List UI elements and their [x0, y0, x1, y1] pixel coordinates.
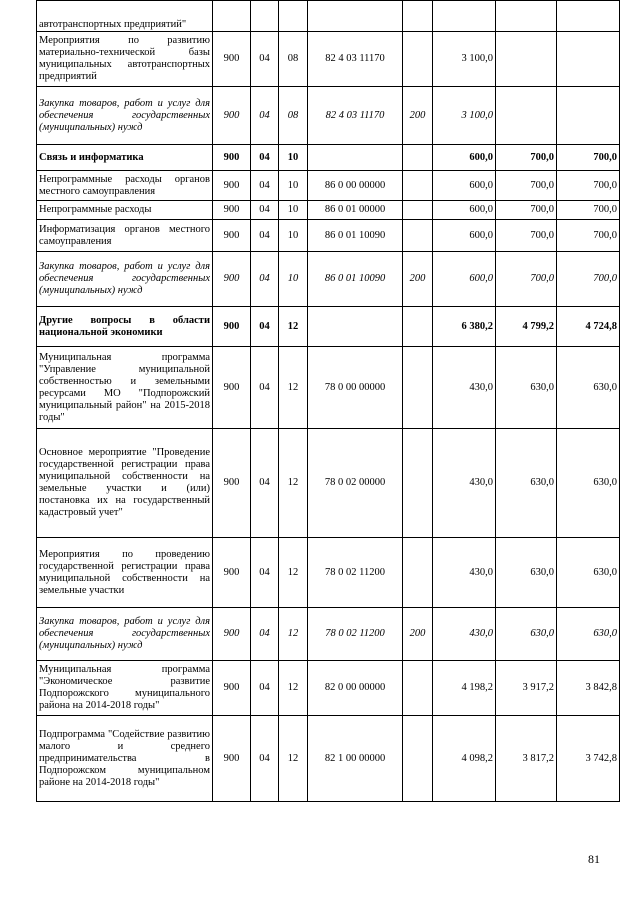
cell-vr	[403, 347, 433, 429]
cell-rz: 04	[251, 608, 279, 661]
cell-sum-3: 700,0	[557, 145, 620, 171]
cell-vr	[403, 145, 433, 171]
cell-sum-1: 4 198,2	[433, 661, 496, 716]
table-row	[37, 32, 620, 87]
cell-sum-2: 630,0	[496, 608, 557, 661]
cell-sum-3: 4 724,8	[557, 307, 620, 347]
cell-pr: 12	[279, 716, 308, 802]
cell-sum-3: 3 742,8	[557, 716, 620, 802]
cell-pr: 12	[279, 307, 308, 347]
cell-ved: 900	[213, 87, 251, 145]
budget-table-body	[37, 1, 620, 802]
cell-rz: 04	[251, 661, 279, 716]
cell-sum-2: 700,0	[496, 252, 557, 307]
cell-pr: 08	[279, 87, 308, 145]
cell-vr: 200	[403, 87, 433, 145]
cell-vr	[403, 429, 433, 538]
cell-csr: 82 4 03 11170	[308, 87, 403, 145]
cell-name: Другие вопросы в области национальной экономики	[37, 307, 213, 347]
cell-csr: 86 0 00 00000	[308, 171, 403, 201]
cell-rz: 04	[251, 307, 279, 347]
cell-sum-3: 3 842,8	[557, 661, 620, 716]
cell-sum-2: 4 799,2	[496, 307, 557, 347]
cell-sum-3: 700,0	[557, 252, 620, 307]
cell-csr: 82 1 00 00000	[308, 716, 403, 802]
cell-name: Основное мероприятие "Проведение государственной регистрации права муниципальной собственности на земельные участки и (или) постановка их на государственный кадастровый учет"	[37, 429, 213, 538]
cell-sum-1: 3 100,0	[433, 32, 496, 87]
cell-pr	[279, 1, 308, 32]
cell-pr: 10	[279, 201, 308, 220]
cell-rz: 04	[251, 32, 279, 87]
table-row	[37, 87, 620, 145]
cell-vr	[403, 171, 433, 201]
cell-ved: 900	[213, 307, 251, 347]
cell-rz: 04	[251, 201, 279, 220]
cell-vr	[403, 201, 433, 220]
table-row	[37, 201, 620, 220]
page-number: 81	[588, 852, 600, 866]
cell-sum-2: 3 817,2	[496, 716, 557, 802]
cell-sum-2: 700,0	[496, 220, 557, 252]
cell-sum-1	[433, 1, 496, 32]
cell-csr: 86 0 01 00000	[308, 201, 403, 220]
table-row	[37, 171, 620, 201]
cell-sum-1: 600,0	[433, 171, 496, 201]
cell-sum-1: 600,0	[433, 201, 496, 220]
cell-rz: 04	[251, 347, 279, 429]
cell-sum-1: 430,0	[433, 538, 496, 608]
cell-ved	[213, 1, 251, 32]
cell-ved: 900	[213, 347, 251, 429]
cell-sum-3: 700,0	[557, 201, 620, 220]
cell-name: Закупка товаров, работ и услуг для обеспечения государственных (муниципальных) нужд	[37, 252, 213, 307]
cell-sum-2	[496, 87, 557, 145]
cell-pr: 12	[279, 661, 308, 716]
cell-sum-1: 600,0	[433, 145, 496, 171]
cell-vr	[403, 32, 433, 87]
budget-table	[36, 0, 620, 802]
cell-rz: 04	[251, 429, 279, 538]
cell-sum-3	[557, 87, 620, 145]
cell-pr: 10	[279, 171, 308, 201]
cell-sum-2: 700,0	[496, 201, 557, 220]
cell-csr: 78 0 02 11200	[308, 608, 403, 661]
cell-sum-1: 430,0	[433, 608, 496, 661]
cell-ved: 900	[213, 252, 251, 307]
cell-sum-3	[557, 32, 620, 87]
cell-csr	[308, 145, 403, 171]
cell-name: Информатизация органов местного самоуправления	[37, 220, 213, 252]
cell-name: Непрограммные расходы органов местного самоуправления	[37, 171, 213, 201]
cell-name: автотранспортных предприятий"	[37, 1, 213, 32]
cell-sum-1: 600,0	[433, 220, 496, 252]
cell-vr	[403, 661, 433, 716]
cell-csr: 78 0 00 00000	[308, 347, 403, 429]
cell-sum-3: 700,0	[557, 220, 620, 252]
cell-sum-1: 3 100,0	[433, 87, 496, 145]
cell-rz: 04	[251, 538, 279, 608]
cell-ved: 900	[213, 145, 251, 171]
table-row	[37, 220, 620, 252]
cell-pr: 12	[279, 429, 308, 538]
cell-pr: 10	[279, 145, 308, 171]
cell-csr: 82 0 00 00000	[308, 661, 403, 716]
cell-rz: 04	[251, 716, 279, 802]
cell-name: Мероприятия по развитию материально-технической базы муниципальных автотранспортных предприятий	[37, 32, 213, 87]
table-row	[37, 252, 620, 307]
cell-sum-2: 630,0	[496, 538, 557, 608]
cell-vr	[403, 716, 433, 802]
cell-csr: 78 0 02 00000	[308, 429, 403, 538]
cell-sum-2: 630,0	[496, 429, 557, 538]
cell-ved: 900	[213, 716, 251, 802]
cell-vr: 200	[403, 252, 433, 307]
cell-csr	[308, 307, 403, 347]
cell-csr: 86 0 01 10090	[308, 252, 403, 307]
cell-name: Связь и информатика	[37, 145, 213, 171]
cell-name: Муниципальная программа "Экономическое развитие Подпорожского муниципального района на 2014-2018 годы"	[37, 661, 213, 716]
table-row	[37, 307, 620, 347]
cell-name: Муниципальная программа "Управление муниципальной собственностью и земельными ресурсами МО "Подпорожский муниципальный район" на 2015-2018 годы"	[37, 347, 213, 429]
cell-csr: 86 0 01 10090	[308, 220, 403, 252]
table-row	[37, 145, 620, 171]
cell-sum-1: 600,0	[433, 252, 496, 307]
cell-rz: 04	[251, 145, 279, 171]
cell-sum-1: 4 098,2	[433, 716, 496, 802]
cell-name: Мероприятия по проведению государственной регистрации права муниципальной собственности на земельные участки	[37, 538, 213, 608]
cell-vr	[403, 1, 433, 32]
cell-sum-3: 630,0	[557, 538, 620, 608]
cell-sum-2: 700,0	[496, 171, 557, 201]
table-row	[37, 661, 620, 716]
cell-sum-3: 630,0	[557, 429, 620, 538]
table-row	[37, 608, 620, 661]
cell-sum-3: 630,0	[557, 347, 620, 429]
cell-pr: 10	[279, 220, 308, 252]
cell-rz	[251, 1, 279, 32]
cell-sum-3: 630,0	[557, 608, 620, 661]
table-row	[37, 716, 620, 802]
cell-vr	[403, 220, 433, 252]
cell-rz: 04	[251, 171, 279, 201]
table-row	[37, 1, 620, 32]
cell-sum-3	[557, 1, 620, 32]
table-row	[37, 429, 620, 538]
cell-ved: 900	[213, 201, 251, 220]
cell-pr: 12	[279, 347, 308, 429]
cell-vr	[403, 307, 433, 347]
cell-sum-2: 630,0	[496, 347, 557, 429]
cell-sum-2	[496, 1, 557, 32]
cell-name: Непрограммные расходы	[37, 201, 213, 220]
cell-sum-2: 3 917,2	[496, 661, 557, 716]
cell-sum-3: 700,0	[557, 171, 620, 201]
cell-vr	[403, 538, 433, 608]
cell-sum-1: 430,0	[433, 429, 496, 538]
cell-pr: 10	[279, 252, 308, 307]
cell-ved: 900	[213, 171, 251, 201]
cell-name: Закупка товаров, работ и услуг для обеспечения государственных (муниципальных) нужд	[37, 608, 213, 661]
cell-pr: 12	[279, 608, 308, 661]
cell-ved: 900	[213, 429, 251, 538]
cell-ved: 900	[213, 661, 251, 716]
cell-sum-2	[496, 32, 557, 87]
cell-name: Подпрограмма "Содействие развитию малого и среднего предпринимательства в Подпорожском муниципальном районе на 2014-2018 годы"	[37, 716, 213, 802]
cell-ved: 900	[213, 608, 251, 661]
cell-ved: 900	[213, 32, 251, 87]
cell-sum-1: 430,0	[433, 347, 496, 429]
cell-ved: 900	[213, 220, 251, 252]
cell-name: Закупка товаров, работ и услуг для обеспечения государственных (муниципальных) нужд	[37, 87, 213, 145]
cell-rz: 04	[251, 87, 279, 145]
cell-pr: 08	[279, 32, 308, 87]
cell-rz: 04	[251, 252, 279, 307]
cell-rz: 04	[251, 220, 279, 252]
cell-pr: 12	[279, 538, 308, 608]
cell-ved: 900	[213, 538, 251, 608]
table-row	[37, 538, 620, 608]
cell-sum-1: 6 380,2	[433, 307, 496, 347]
cell-sum-2: 700,0	[496, 145, 557, 171]
cell-csr: 82 4 03 11170	[308, 32, 403, 87]
cell-csr	[308, 1, 403, 32]
cell-vr: 200	[403, 608, 433, 661]
table-row	[37, 347, 620, 429]
cell-csr: 78 0 02 11200	[308, 538, 403, 608]
